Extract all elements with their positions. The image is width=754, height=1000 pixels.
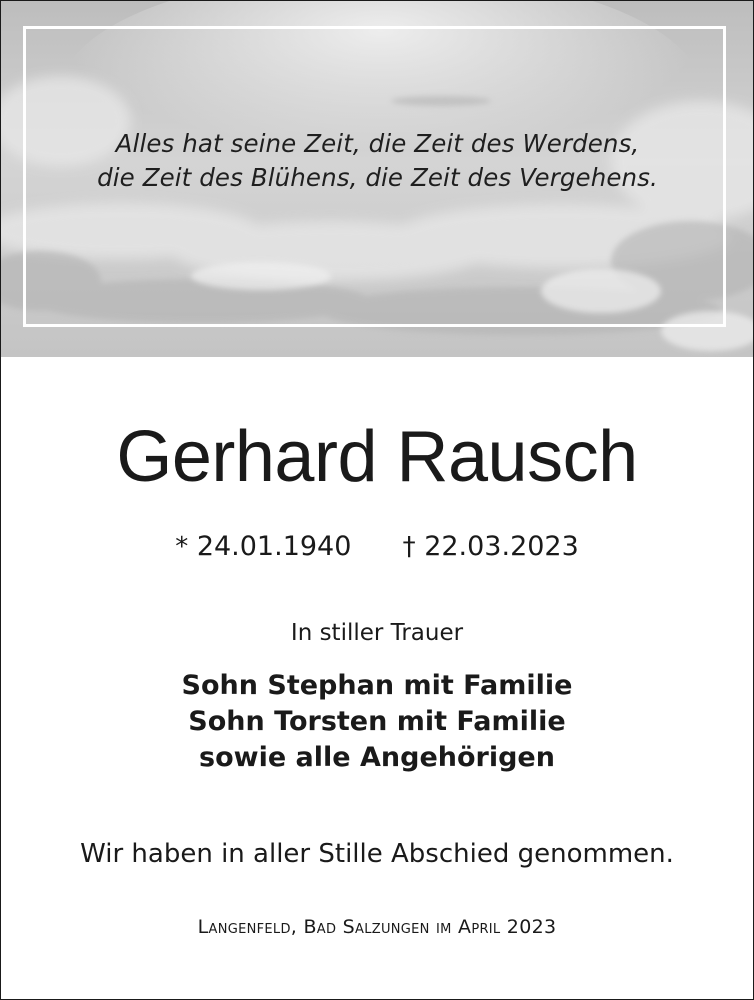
- birth-symbol: *: [175, 532, 189, 562]
- birth-date: 24.01.1940: [196, 531, 352, 562]
- deceased-name: Gerhard Rausch: [116, 417, 638, 497]
- farewell-text: Wir haben in aller Stille Abschied genommen.: [80, 839, 674, 869]
- cloud-header-image: [1, 1, 753, 357]
- place-date: Langenfeld, Bad Salzungen im April 2023: [197, 916, 557, 938]
- quote: [23, 127, 732, 195]
- family-line-2: Sohn Torsten mit Familie: [188, 706, 566, 737]
- life-dates: [1, 525, 753, 569]
- quote-line-2: die Zeit des Blühens, die Zeit des Vergehens.: [97, 163, 658, 192]
- family-line-1: Sohn Stephan mit Familie: [181, 670, 573, 701]
- family-list: [1, 668, 753, 776]
- mourning-label: In stiller Trauer: [290, 620, 464, 646]
- death-date: 22.03.2023: [424, 531, 579, 562]
- quote-line-1: Alles hat seine Zeit, die Zeit des Werdens,: [115, 129, 640, 158]
- death-symbol: †: [402, 532, 416, 562]
- family-line-3: sowie alle Angehörigen: [199, 742, 555, 773]
